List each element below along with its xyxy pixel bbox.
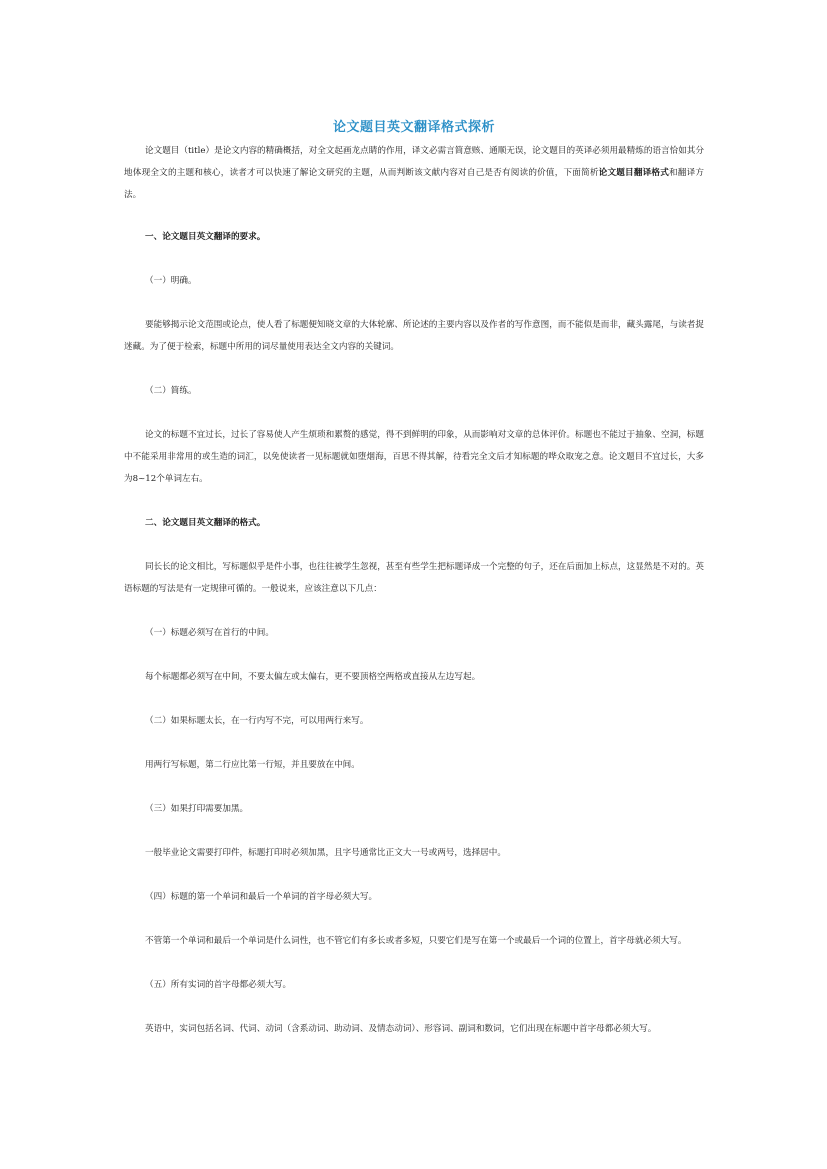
- section2-heading: 二、论文题目英文翻译的格式。: [145, 518, 266, 528]
- section2-para5: 英语中，实词包括名词、代词、动词（含系动词、助动词、及情态动词）、形容词、副词和数词，它们出现在标题中首字母都必须大写。: [145, 1024, 657, 1034]
- document-title: 论文题目英文翻译格式探析: [332, 120, 495, 135]
- section1-heading: 一、论文题目英文翻译的要求。: [145, 232, 266, 242]
- section1-sub2: （二）简练。: [145, 386, 197, 396]
- section2-sub2: （二）如果标题太长，在一行内写不完，可以用两行来写。: [145, 716, 369, 726]
- document-page: [124, 118, 704, 1040]
- section1-para2: 论文的标题不宜过长，过长了容易使人产生烦琐和累赘的感觉，得不到鲜明的印象，从而影响对文章的总体评价。标题也不能过于抽象、空洞，标题中不能采用非常用的或生造的词汇，以免使读者一见标题就如堕烟海，百思不得其解，待看完全文后才知标题的哗众取宠之意。论文题目不宜过长，大多为8~12个单词左右。: [124, 430, 704, 484]
- section1-sub1: （一）明确。: [145, 276, 197, 286]
- section2-para4: 不管第一个单词和最后一个单词是什么词性，也不管它们有多长或者多短，只要它们是写在第一个或最后一个词的位置上，首字母就必须大写。: [145, 936, 687, 946]
- section2-para2: 用两行写标题，第二行应比第一行短，并且要放在中间。: [145, 760, 360, 770]
- intro-bold-link-text: 论文题目翻译格式: [598, 168, 669, 178]
- section2-para1: 每个标题都必须写在中间，不要太偏左或太偏右，更不要顶格空两格或直接从左边写起。: [145, 672, 481, 682]
- section1-para1: 要能够揭示论文范围或论点，使人看了标题便知晓文章的大体轮廓、所论述的主要内容以及作者的写作意图，而不能似是而非，藏头露尾，与读者捉迷藏。为了便于检索，标题中所用的词尽量使用表达全文内容的关键词。: [124, 320, 704, 352]
- section2-sub4: （四）标题的第一个单词和最后一个单词的首字母必须大写。: [145, 892, 378, 902]
- intro-text-start: 论文题目（title）是论文内容的精确概括，对全文起画龙点睛的作用，译文必需言简意赅、通顺无误，论文题目的英译必须用最精炼的语言恰如其分地体现全文的主题和核心，读者才可以快速了解论文研究的主题，从而判断该文献内容对自己是否有阅读的价值，下面简析: [124, 146, 704, 178]
- intro-text-end: 和翻译方法。: [124, 168, 704, 200]
- section2-sub1: （一）标题必须写在首行的中间。: [145, 628, 274, 638]
- section2-sub5: （五）所有实词的首字母都必须大写。: [145, 980, 292, 990]
- section2-para3: 一般毕业论文需要打印件，标题打印时必须加黑，且字号通常比正文大一号或两号，选择居中。: [145, 848, 506, 858]
- section2-para0: 同长长的论文相比，写标题似乎是件小事，也往往被学生忽视，甚至有些学生把标题译成一个完整的句子，还在后面加上标点，这显然是不对的。英语标题的写法是有一定规律可循的。一般说来，应该注意以下几点：: [124, 562, 704, 594]
- section2-sub3: （三）如果打印需要加黑。: [145, 804, 249, 814]
- intro-paragraph: [124, 140, 704, 206]
